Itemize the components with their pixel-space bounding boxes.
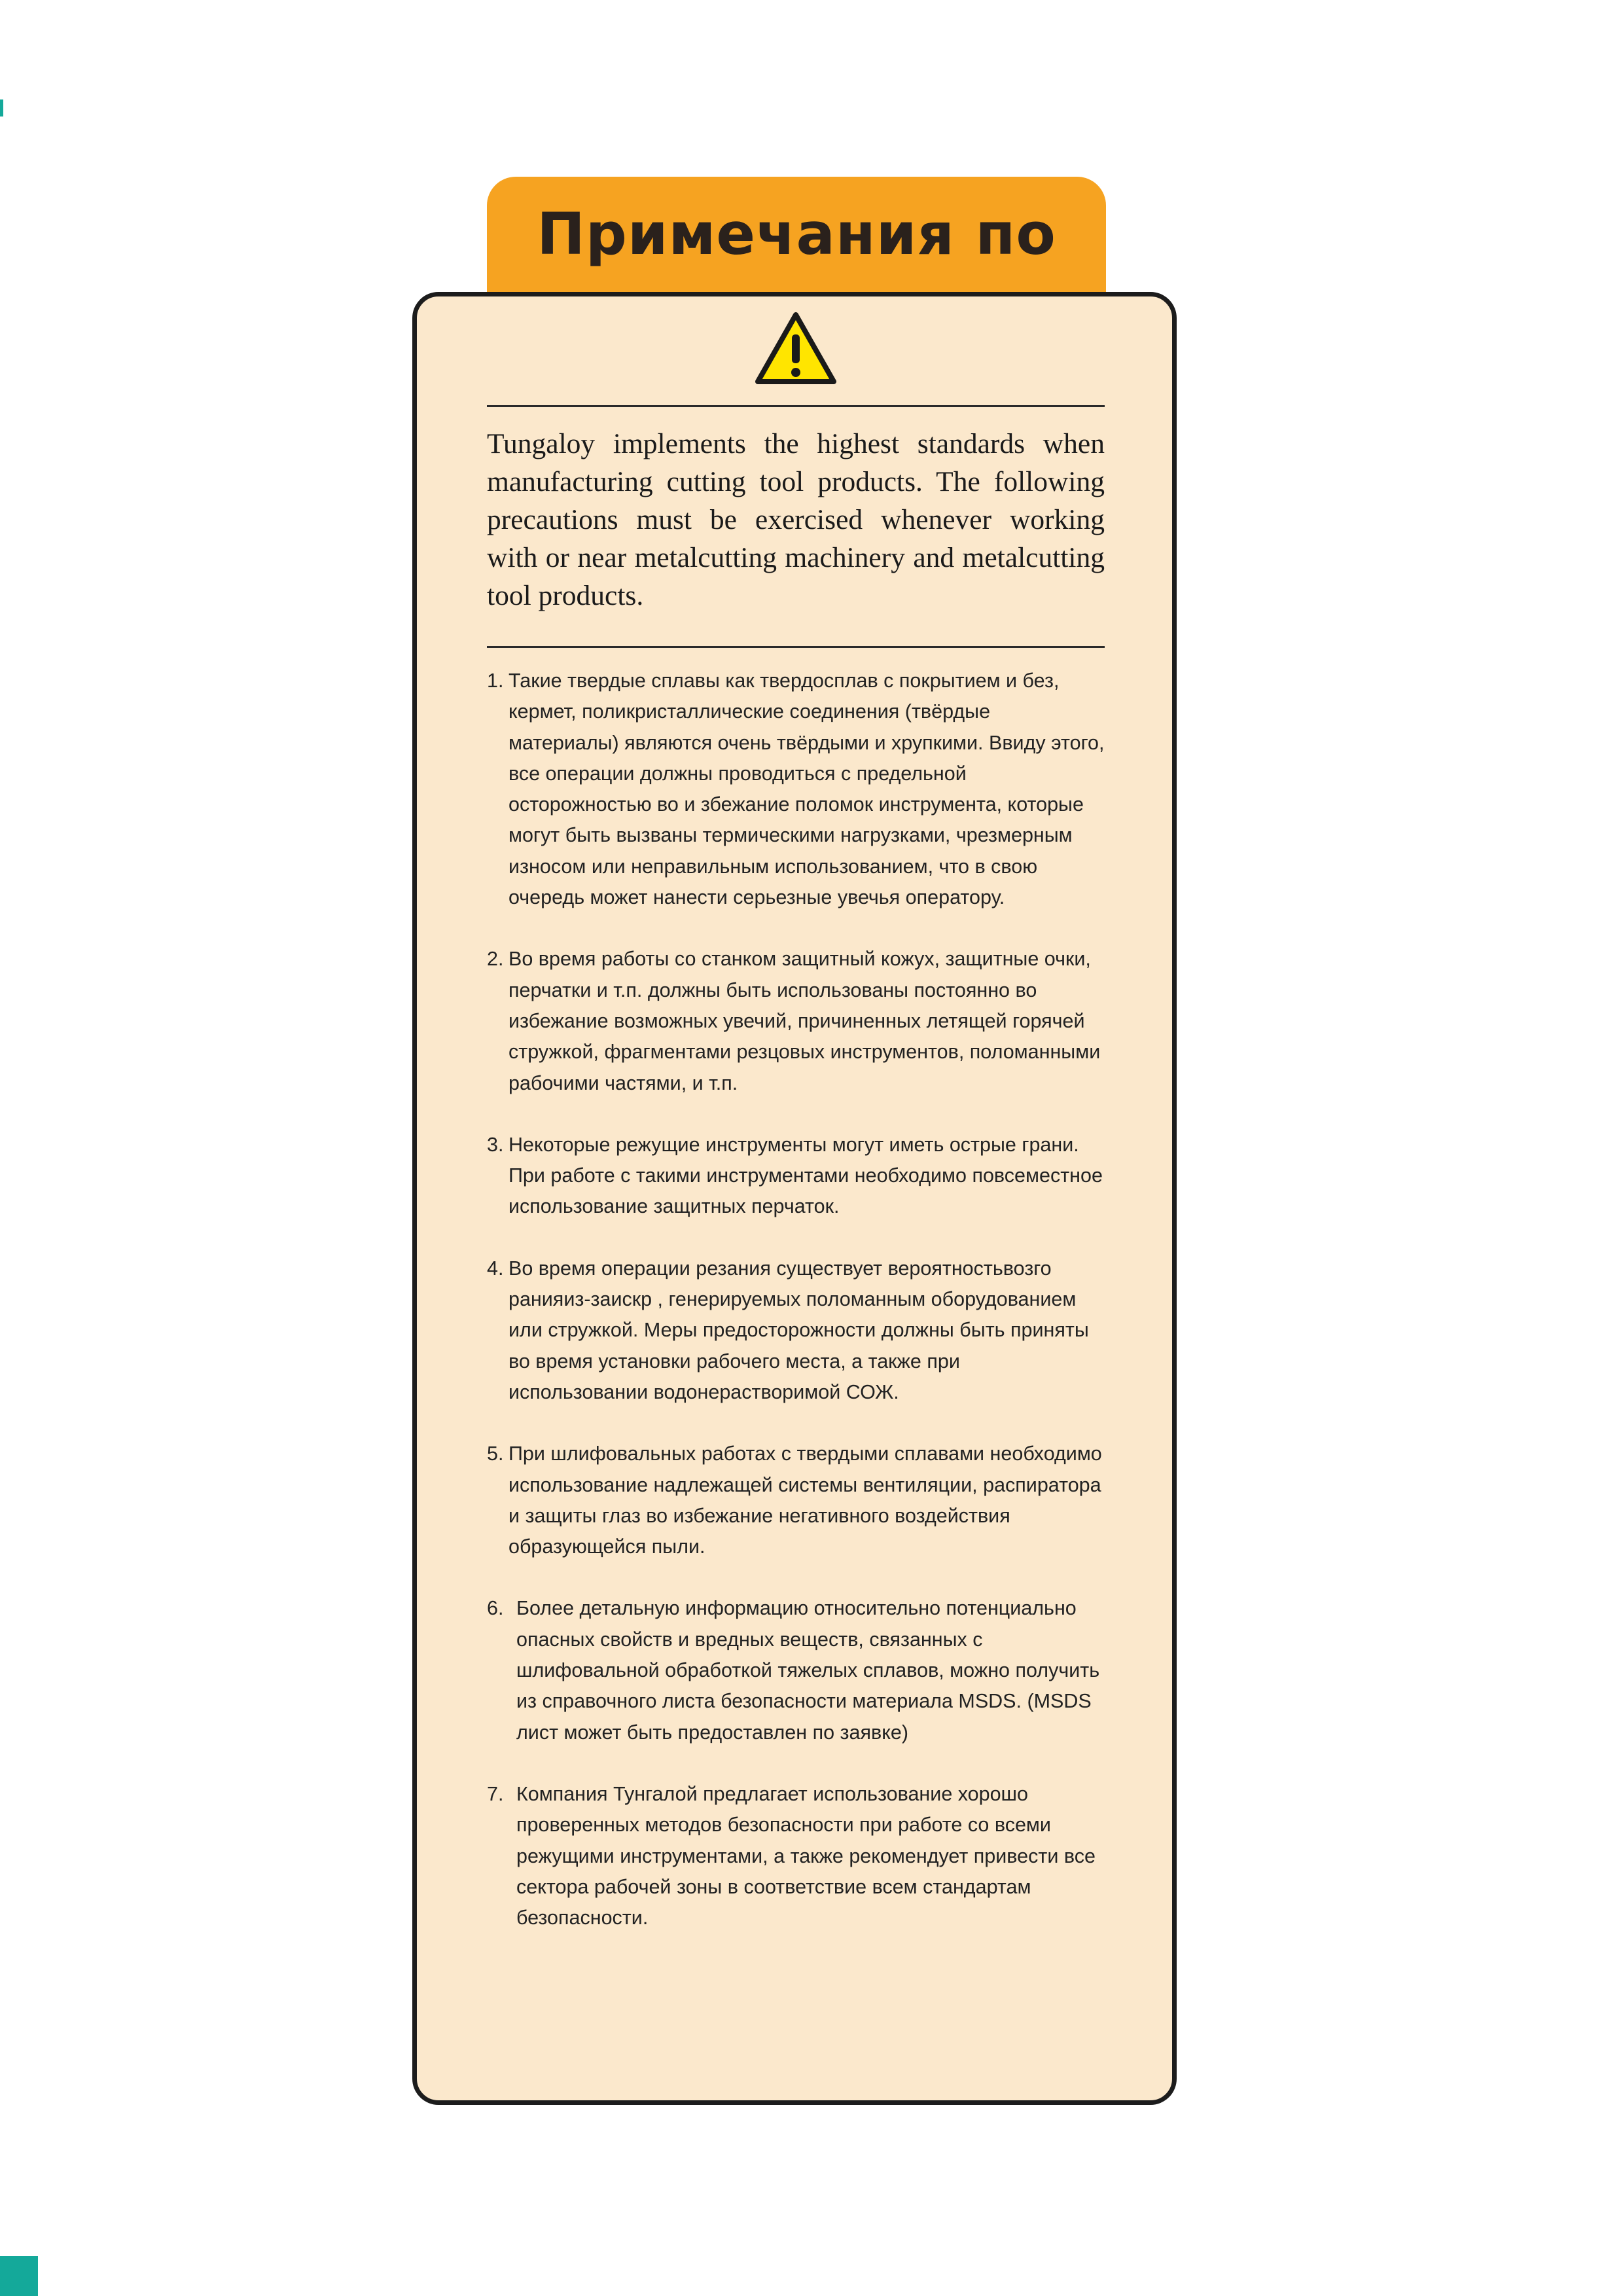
note-number: 3. [487,1133,504,1156]
page-title: Примечания по [537,200,1056,268]
note-item-3 [487,1130,1105,1223]
note-item-1 [487,666,1105,913]
note-text: Во время работы со станком защитный кожух, защитные очки, перчатки и т.п. должны быть использованы постоянно во избежание возможных увечий, причиненных летящей горячей стружкой, фрагментами резцовых инструментов, поломанными рабочими частями, и т.п. [508,948,1101,1094]
edge-accent-mark-top [0,99,3,117]
note-number: 7. [487,1782,504,1805]
note-text: Такие твердые сплавы как твердосплав с покрытием и без, кермет, поликристаллические соединения (твёрдые материалы) являются очень твёрдыми и хрупкими. Ввиду этого, все операции должны проводиться с предельной осторожностью во и збежание поломок инструмента, которые могут быть вызваны термическими нагрузками, чрезмерным износом или неправильным использованием, что в свою очередь может нанести серьезные увечья оператору. [508,670,1105,909]
note-item-2 [487,944,1105,1098]
note-item-7 [487,1779,1105,1933]
divider-bottom [487,646,1105,648]
safety-notes-list [487,666,1105,1964]
note-text: Более детальную информацию относительно потенциально опасных свойств и вредных веществ, связанных с шлифовальной обработкой тяжелых сплавов, можно получить из справочного листа безопасности материала MSDS. (MSDS лист может быть предоставлен по заявке) [516,1597,1100,1744]
note-text: Некоторые режущие инструменты могут иметь острые грани. При работе с такими инструментами необходимо повсеместное использование защитных перчаток. [508,1133,1103,1218]
note-number: 2. [487,948,504,971]
divider-top [487,405,1105,407]
note-text: Компания Тунгалой предлагает использование хорошо проверенных методов безопасности при работе со всеми режущими инструментами, а также рекомендует привести все сектора рабочей зоны в соответствие всем стандартам безопасности. [516,1782,1096,1929]
note-text: При шлифовальных работах с твердыми сплавами необходимо использование надлежащей системы вентиляции, распиратора и защиты глаз во избежание негативного воздействия образующейся пыли. [508,1443,1102,1558]
title-tab [487,177,1106,308]
note-number: 5. [487,1443,504,1465]
intro-paragraph: Tungaloy implements the highest standards when manufacturing cutting tool products. The following precautions must be exercised whenever working with or near metalcutting machinery and metalcutting tool products. [487,428,1105,611]
warning-triangle-icon [753,310,839,387]
note-number: 1. [487,670,504,692]
safety-notes-panel [412,292,1177,2105]
note-text: Во время операции резания существует вероятностьвозго ранияиз-заискр , генерируемых поломанным оборудованием или стружкой. Меры предосторожности должны быть приняты во время установки рабочего места, а также при использовании водонерастворимой СОЖ. [508,1257,1089,1403]
note-number: 6. [487,1597,504,1620]
note-item-6 [487,1593,1105,1748]
note-item-4 [487,1253,1105,1408]
edge-accent-mark-bottom [0,2256,38,2296]
note-number: 4. [487,1257,504,1280]
note-item-5 [487,1439,1105,1562]
